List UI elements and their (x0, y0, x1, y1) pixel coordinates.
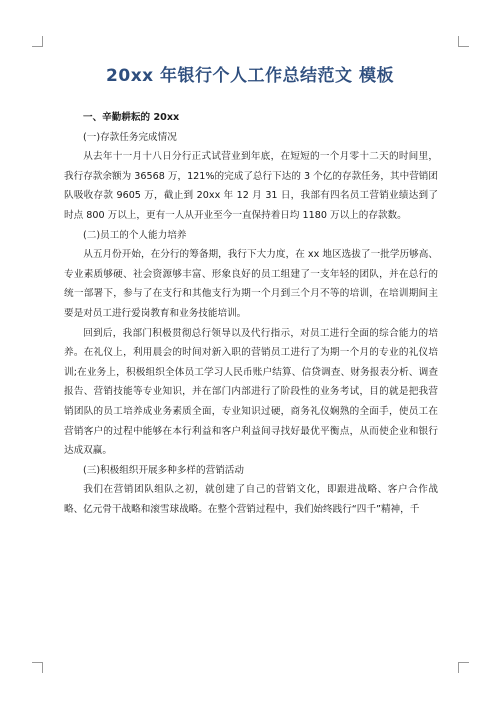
document-title: 20xx 年银行个人工作总结范文 模板 (106, 66, 394, 86)
paragraph-marketing: 我们在营销团队组队之初，就创建了自己的营销文化，即跟进战略、客户合作战略、亿元骨干战略和滚雪球战略。在整个营销过程中，我们始终践行“四千”精神，千 (64, 484, 438, 515)
crop-mark-top-left (32, 36, 43, 47)
subsection-heading-deposit: (一)存款任务完成情况 (83, 131, 177, 143)
section-heading-1: 一、辛勤耕耘的 20xx (83, 112, 180, 123)
subsection-heading-marketing: (三)积极组织开展多种多样的营销活动 (83, 464, 244, 476)
subsection-heading-training: (二)员工的个人能力培养 (83, 229, 187, 241)
paragraph-training-1: 从五月份开始，在分行的筹备期，我行下大力度，在 xx 地区选拔了一批学历够高、专业素质够硬、社会资源够丰富、形象良好的员工组建了一支年轻的团队，并在总行的统一部署下，参与了在支行和其他支行为期一个月到三个月不等的培训，在培训期间主要是对员工进行爱岗教育和业务技能培训。 (64, 249, 438, 319)
crop-mark-bottom-right (458, 662, 469, 673)
paragraph-training-2: 回到后，我部门积极贯彻总行领导以及代行指示，对员工进行全面的综合能力的培养。在礼仪上，利用晨会的时间对新入职的营销员工进行了为期一个月的专业的礼仪培训;在业务上，积极组织全体员工学习人民币账户结算、信贷调查、财务报表分析、调查报告、营销技能等专业知识，并在部门内部进行了阶段性的业务考试，目的就是把我营销团队的员工培养成业务素质全面，专业知识过硬，商务礼仪娴熟的全面手，使员工在营销客户的过程中能够在本行利益和客户利益间寻找好最优平衡点，从而使企业和银行达成双赢。 (64, 327, 438, 457)
crop-mark-top-right (458, 36, 469, 47)
document-body (64, 108, 438, 519)
crop-mark-bottom-left (32, 662, 43, 673)
paragraph-deposit: 从去年十一月十八日分行正式试营业到年底，在短短的一个月零十二天的时间里，我行存款余额为 36568 万，121%的完成了总行下达的 3 个亿的存款任务，其中营销团队吸收存款 9605 万，截止到 20xx 年 12 月 31 日，我部有四名员工营销业绩达到了时点 800 万以上，更有一人从开业至今一直保持着日均 1180 万以上的存款数。 (64, 151, 438, 221)
